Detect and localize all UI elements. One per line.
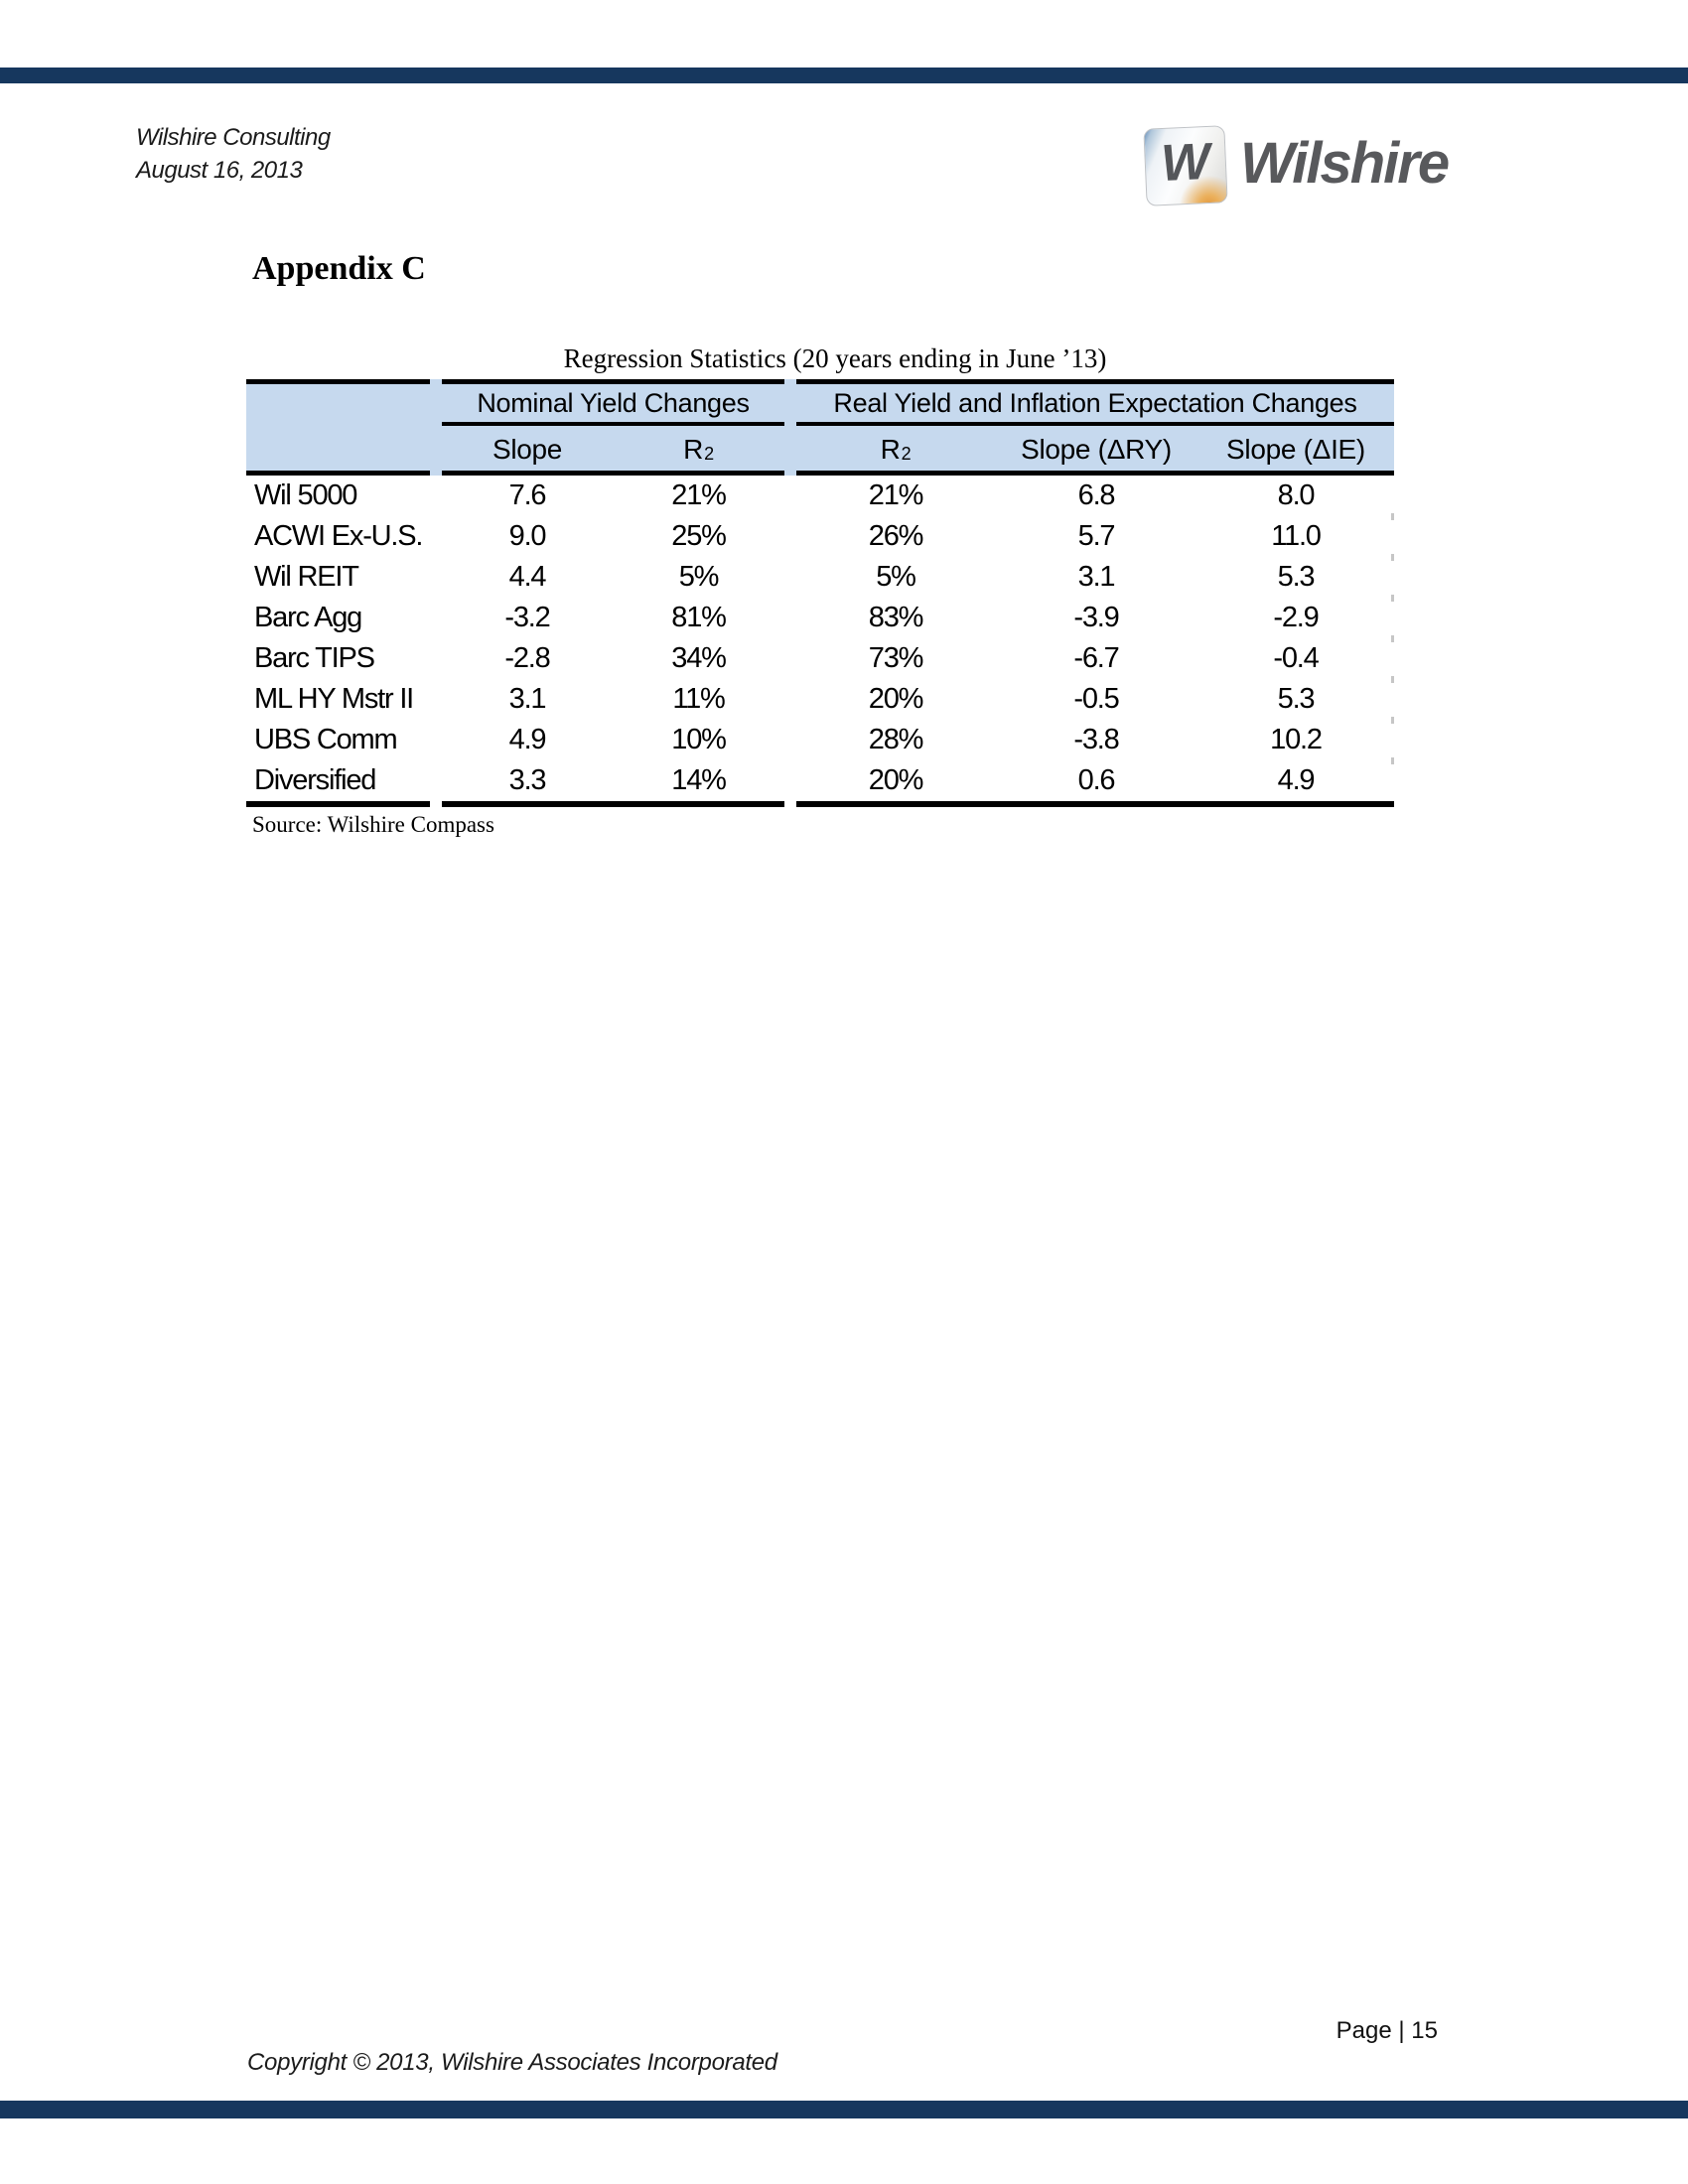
regression-table [246,343,1394,807]
table-row [246,638,1394,679]
table-row [246,760,1394,801]
cell-real-slope-die: 5.3 [1277,561,1315,593]
cell-nominal-slope: 9.0 [508,520,546,552]
cell-real-r2: 26% [868,520,923,552]
row-label: Diversified [254,764,376,796]
cell-nominal-slope: -3.2 [504,602,550,633]
copyright-notice: Copyright © 2013, Wilshire Associates Incorporated [247,2049,777,2076]
row-divider-tick [1391,676,1394,683]
wilshire-logo [1145,127,1448,205]
cell-real-slope-dry: -3.9 [1073,602,1119,633]
cell-real-slope-die: 8.0 [1277,479,1315,511]
cell-nominal-r2: 5% [678,561,719,593]
cell-nominal-r2: 10% [671,724,726,755]
cell-nominal-r2: 34% [671,642,726,674]
row-divider-tick [1391,717,1394,724]
row-label: Wil 5000 [254,479,357,511]
cell-real-slope-die: 10.2 [1270,724,1322,755]
cell-real-r2: 20% [868,764,923,796]
cell-real-r2: 73% [868,642,923,674]
group-header-real: Real Yield and Inflation Expectation Changes [833,387,1357,418]
logo-letter: W [1160,132,1211,194]
table-row [246,476,1394,516]
table-row [246,516,1394,557]
row-divider-tick [1391,635,1394,642]
group-header-row [246,384,1394,422]
cell-real-slope-dry: 5.7 [1077,520,1115,552]
cell-real-slope-die: 5.3 [1277,683,1315,715]
row-divider-tick [1391,757,1394,764]
cell-real-slope-die: 11.0 [1271,520,1321,552]
cell-real-r2: 5% [876,561,915,593]
cell-nominal-slope: 4.4 [508,561,546,593]
row-label: Wil REIT [254,561,358,593]
table-header [246,379,1394,476]
cell-real-slope-die: -0.4 [1273,642,1319,674]
col-header-slope: Slope [492,434,563,465]
cell-nominal-slope: 4.9 [508,724,546,755]
cell-nominal-r2: 11% [672,683,725,715]
page-number: Page | 15 [1336,2017,1438,2044]
bottom-accent-bar [0,2101,1688,2118]
row-divider-tick [1391,513,1394,520]
col-header-slope-dry: Slope (ΔRY) [1021,434,1172,465]
row-label: Barc TIPS [254,642,374,674]
cell-nominal-r2: 21% [671,479,726,511]
logo-wordmark: Wilshire [1240,130,1449,196]
cell-real-slope-dry: -6.7 [1073,642,1119,674]
table-body [246,476,1394,801]
section-heading: Appendix C [252,250,426,287]
row-label: ML HY Mstr II [254,683,414,715]
org-name: Wilshire Consulting [136,124,331,151]
cell-nominal-slope: 3.3 [508,764,546,796]
row-divider-tick [1391,595,1394,602]
table-row [246,720,1394,760]
cell-real-slope-dry: 0.6 [1077,764,1115,796]
cell-real-r2: 21% [868,479,923,511]
cell-nominal-r2: 14% [671,764,726,796]
cell-nominal-r2: 81% [671,602,726,633]
table-row [246,598,1394,638]
column-header-row [246,426,1394,471]
cell-real-slope-die: 4.9 [1277,764,1315,796]
cell-real-slope-dry: 6.8 [1077,479,1115,511]
cell-real-slope-die: -2.9 [1273,602,1319,633]
cell-real-r2: 83% [868,602,923,633]
cell-real-slope-dry: -3.8 [1073,724,1119,755]
row-label: ACWI Ex-U.S. [254,520,423,552]
table-title: Regression Statistics (20 years ending in June ’13) [563,343,1107,373]
table-bottom-border [246,801,1394,807]
cell-nominal-slope: -2.8 [504,642,550,674]
cell-nominal-r2: 25% [671,520,726,552]
cell-real-slope-dry: -0.5 [1073,683,1119,715]
row-divider-tick [1391,554,1394,561]
table-source: Source: Wilshire Compass [252,812,494,837]
cell-nominal-slope: 7.6 [508,479,546,511]
cell-real-r2: 20% [868,683,923,715]
top-accent-bar [0,68,1688,83]
doc-date: August 16, 2013 [136,157,303,184]
col-header-r2-real: R $^2$ [880,434,912,465]
row-label: UBS Comm [254,724,397,755]
table-row [246,557,1394,598]
cell-real-slope-dry: 3.1 [1077,561,1115,593]
group-header-nominal: Nominal Yield Changes [477,387,750,418]
col-header-r2-nominal: R $^2$ [683,434,714,465]
cell-nominal-slope: 3.1 [508,683,546,715]
logo-mark-icon [1143,125,1227,206]
row-label: Barc Agg [254,602,362,633]
cell-real-r2: 28% [868,724,923,755]
table-row [246,679,1394,720]
letterhead [136,121,331,187]
col-header-slope-die: Slope (ΔIE) [1226,434,1365,465]
